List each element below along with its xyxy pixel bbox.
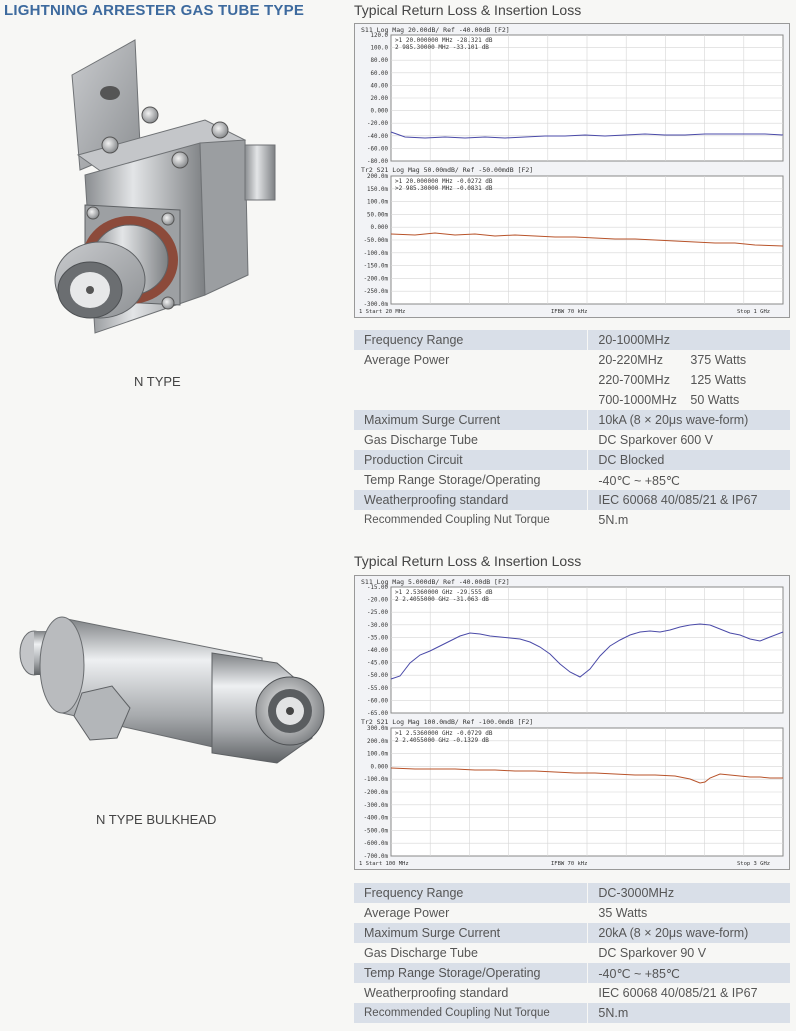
- s21-tick: -50.00m: [363, 238, 388, 244]
- spec-label: Weatherproofing standard: [354, 490, 588, 510]
- s21-marker-2: >2 985.30000 MHz -0.0831 dB: [395, 185, 493, 192]
- spec-row: [354, 490, 790, 510]
- chart-1-footer-ifbw: IFBW 70 kHz: [551, 309, 588, 315]
- s11-tick: -40.00: [367, 648, 388, 654]
- s11-tick: 20.00: [370, 96, 388, 102]
- s21-tick: 100.0m: [367, 751, 388, 758]
- spec-row: [354, 983, 790, 1003]
- s11-marker-1: >1 20.000000 MHz -28.321 dB: [395, 37, 493, 44]
- spec-row: [354, 963, 790, 983]
- spec-label: Weatherproofing standard: [364, 986, 509, 1000]
- s11-header: S11 Log Mag 5.000dB/ Ref -40.00dB [F2]: [361, 578, 510, 586]
- power-range: 700-1000MHz: [598, 393, 677, 407]
- s11-tick: -80.00: [367, 159, 388, 165]
- s21-marker-1: >1 20.000000 MHz -0.0272 dB: [395, 178, 493, 185]
- spec-label: Average Power: [364, 353, 450, 367]
- s21-tick: 200.0m: [367, 174, 388, 180]
- spec-row: [354, 943, 790, 963]
- s11-tick: 120.0: [370, 33, 388, 39]
- spec-row: [354, 330, 790, 350]
- vna-chart-2: [354, 575, 790, 870]
- spec-row: [354, 923, 790, 943]
- spec-label: Maximum Surge Current: [354, 923, 588, 943]
- s11-header: S11 Log Mag 20.00dB/ Ref -40.00dB [F2]: [361, 26, 510, 34]
- s21-tick: -100.0m: [363, 250, 388, 257]
- chart-1-footer-stop: Stop 1 GHz: [737, 309, 771, 315]
- s21-tick: -300.0m: [363, 802, 388, 809]
- s11-marker-1: >1 2.5360000 GHz -29.555 dB: [395, 589, 493, 596]
- s11-tick: -45.00: [367, 660, 388, 667]
- power-watts: 125 Watts: [690, 373, 747, 387]
- spec-row: [354, 350, 790, 370]
- spec-table-n-type: [354, 330, 790, 530]
- page-title: LIGHTNING ARRESTER GAS TUBE TYPE: [4, 2, 305, 19]
- s21-header: Tr2 S21 Log Mag 50.00mdB/ Ref -50.00mdB [F2]: [361, 166, 534, 174]
- s21-tick: -700.0m: [363, 854, 388, 860]
- s21-tick: 0.000: [370, 225, 388, 232]
- spec-value: [588, 350, 790, 370]
- spec-value: [588, 390, 790, 410]
- s21-tick: -500.0m: [363, 828, 388, 835]
- spec-label: Temp Range Storage/Operating: [364, 473, 541, 487]
- s11-marker-2: 2 2.4055000 GHz -31.063 dB: [395, 596, 489, 603]
- s21-marker-2: 2 2.4055000 GHz -0.1329 dB: [395, 737, 489, 744]
- s21-tick: -200.0m: [363, 276, 388, 283]
- s11-tick: 80.00: [370, 58, 388, 65]
- spec-value: 35 Watts: [588, 903, 790, 923]
- s21-tick: 150.0m: [367, 186, 388, 193]
- s11-tick: -60.00: [367, 146, 388, 153]
- s21-tick: -200.0m: [363, 790, 388, 796]
- spec-value: DC-3000MHz: [588, 883, 790, 903]
- chart-2-footer-ifbw: IFBW 70 kHz: [551, 861, 588, 867]
- spec-row: [354, 883, 790, 903]
- s11-tick: 60.00: [370, 70, 388, 77]
- s21-header: Tr2 S21 Log Mag 100.0mdB/ Ref -100.0mdB [F2]: [361, 718, 534, 726]
- s21-tick: 200.0m: [367, 738, 388, 745]
- s21-tick: -100.0m: [363, 777, 388, 784]
- spec-row: [354, 430, 790, 450]
- s21-tick: -600.0m: [363, 841, 388, 848]
- n-type-caption: N TYPE: [134, 374, 181, 389]
- spec-row: [354, 1003, 790, 1023]
- s21-tick: -250.0m: [363, 289, 388, 296]
- power-range: 20-220MHz: [598, 353, 663, 367]
- spec-label: Temp Range Storage/Operating: [354, 963, 588, 983]
- spec-value: 10kA (8 × 20μs wave-form): [588, 410, 790, 430]
- s21-tick: -150.0m: [363, 263, 388, 270]
- s11-tick: -55.00: [367, 685, 388, 692]
- s11-tick: -50.00: [367, 673, 388, 680]
- n-type-bulkhead-photo: [12, 598, 327, 778]
- spec-value: -40℃ ~ +85℃: [588, 963, 790, 983]
- s11-tick: -30.00: [367, 622, 388, 629]
- s11-tick: -25.00: [367, 610, 388, 617]
- chart-1-title: Typical Return Loss & Insertion Loss: [354, 2, 582, 18]
- s11-tick: -35.00: [367, 635, 388, 642]
- s21-tick: -400.0m: [363, 815, 388, 822]
- spec-label: Frequency Range: [354, 330, 588, 350]
- spec-value: [588, 370, 790, 390]
- spec-value: 5N.m: [588, 510, 790, 530]
- vna-chart-1: [354, 23, 790, 318]
- spec-row: [354, 390, 790, 410]
- spec-table-n-type-bulkhead: [354, 883, 790, 1023]
- n-type-bulkhead-caption: N TYPE BULKHEAD: [96, 812, 217, 827]
- spec-label: Recommended Coupling Nut Torque: [364, 514, 550, 526]
- spec-row: [354, 410, 790, 430]
- spec-label: Production Circuit: [354, 450, 588, 470]
- power-watts: 375 Watts: [690, 353, 747, 367]
- spec-value: DC Sparkover 90 V: [588, 943, 790, 963]
- s11-tick: -60.00: [367, 698, 388, 705]
- spec-value: DC Sparkover 600 V: [588, 430, 790, 450]
- chart-2-footer-stop: Stop 3 GHz: [737, 861, 771, 867]
- s11-tick: -15.00: [367, 585, 388, 591]
- s21-tick: -300.0m: [363, 302, 388, 308]
- s11-tick: -40.00: [367, 133, 388, 140]
- spec-value: 20kA (8 × 20μs wave-form): [588, 923, 790, 943]
- spec-label: Gas Discharge Tube: [364, 946, 478, 960]
- s11-tick: 100.0: [370, 45, 388, 52]
- s21-tick: 300.0m: [367, 726, 388, 732]
- spec-row: [354, 370, 790, 390]
- s21-tick: 100.0m: [367, 199, 388, 206]
- spec-row: [354, 470, 790, 490]
- power-range: 220-700MHz: [598, 373, 670, 387]
- spec-value: 5N.m: [588, 1003, 790, 1023]
- chart-1-footer-start: 1 Start 20 MHz: [359, 309, 406, 315]
- s11-tick: -20.00: [367, 121, 388, 128]
- s11-tick: -65.00: [367, 711, 388, 717]
- spec-value: DC Blocked: [588, 450, 790, 470]
- spec-label: Gas Discharge Tube: [364, 433, 478, 447]
- spec-value: 20-1000MHz: [588, 330, 790, 350]
- spec-label: Frequency Range: [354, 883, 588, 903]
- s11-tick: 0.000: [370, 108, 388, 115]
- spec-value: -40℃ ~ +85℃: [588, 470, 790, 490]
- spec-value: IEC 60068 40/085/21 & IP67: [588, 490, 790, 510]
- s11-tick: 40.00: [370, 83, 388, 90]
- spec-value: IEC 60068 40/085/21 & IP67: [588, 983, 790, 1003]
- spec-row: [354, 903, 790, 923]
- s11-marker-2: 2 985.30000 MHz -33.101 dB: [395, 44, 489, 51]
- chart-2-title: Typical Return Loss & Insertion Loss: [354, 553, 582, 569]
- s21-marker-1: >1 2.5360000 GHz -0.0729 dB: [395, 730, 493, 737]
- spec-label: Maximum Surge Current: [354, 410, 588, 430]
- n-type-arrester-photo: [40, 35, 290, 340]
- spec-label: Average Power: [364, 906, 450, 920]
- chart-2-footer-start: 1 Start 100 MHz: [359, 861, 409, 867]
- s21-tick: 50.00m: [367, 212, 388, 219]
- spec-row: [354, 510, 790, 530]
- spec-label: Recommended Coupling Nut Torque: [354, 1003, 588, 1023]
- spec-row: [354, 450, 790, 470]
- s11-tick: -20.00: [367, 597, 388, 604]
- s21-tick: 0.000: [370, 764, 388, 771]
- power-watts: 50 Watts: [690, 393, 740, 407]
